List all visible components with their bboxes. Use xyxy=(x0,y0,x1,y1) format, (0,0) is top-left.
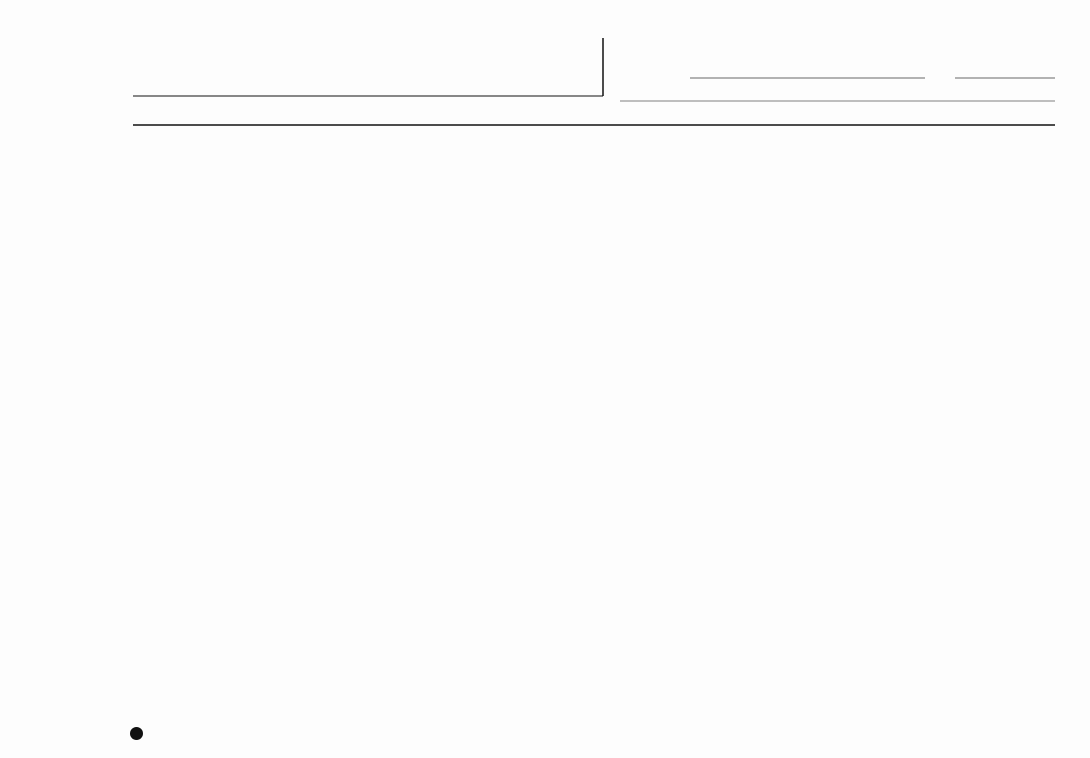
footer-logo-icon xyxy=(130,727,143,740)
